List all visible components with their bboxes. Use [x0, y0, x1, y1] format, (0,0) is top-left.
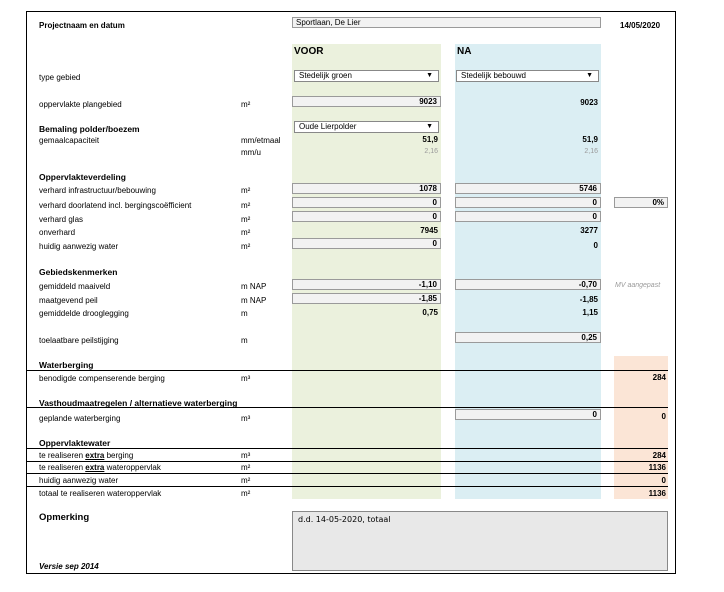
doorlatend-percentage-input[interactable]: 0%	[614, 197, 668, 208]
waterberging-title: Waterberging	[39, 360, 94, 370]
extra-berging-pre: te realiseren	[39, 451, 86, 460]
gebiedskenmerken-title: Gebiedskenmerken	[39, 267, 118, 277]
extra-berging-unit: m³	[241, 451, 251, 460]
oppervlakte-voor-input[interactable]: 9023	[292, 96, 441, 107]
huidig-aanwezig-water-label: huidig aanwezig water	[39, 476, 119, 485]
oppervlakte-label: oppervlakte plangebied	[39, 100, 122, 109]
doorlatend-label: verhard doorlatend incl. bergingscoëfficient	[39, 201, 192, 210]
extra-wateropp-value: 1136	[648, 463, 666, 472]
voor-column-band	[292, 44, 441, 499]
opmerking-label: Opmerking	[39, 512, 90, 523]
peil-unit: m NAP	[241, 296, 267, 305]
voor-header: VOOR	[294, 46, 324, 57]
version-label: Versie sep 2014	[39, 562, 99, 571]
drooglegging-unit: m	[241, 309, 248, 318]
project-date: 14/05/2020	[620, 21, 661, 30]
onverhard-voor-value: 7945	[420, 226, 438, 235]
onverhard-na-value: 3277	[580, 226, 598, 235]
opmerking-textarea[interactable]: d.d. 14-05-2020, totaal	[292, 511, 668, 571]
totaal-wateropp-value: 1136	[648, 489, 666, 498]
oppervlakteverdeling-title: Oppervlakteverdeling	[39, 172, 126, 182]
onverhard-label: onverhard	[39, 228, 76, 237]
huidig-aanwezig-water-unit: m²	[241, 476, 251, 485]
extra-wateropp-post: wateroppervlak	[104, 463, 161, 472]
gemaalcapaciteit-label: gemaalcapaciteit	[39, 136, 100, 145]
geplande-waterberging-value: 0	[661, 412, 666, 421]
drooglegging-na-value: 1,15	[582, 308, 598, 317]
peilstijging-unit: m	[241, 336, 248, 345]
na-column-band	[455, 44, 601, 499]
bemaling-voor-select[interactable]	[294, 121, 439, 133]
divider-line	[26, 486, 668, 487]
type-gebied-label: type gebied	[39, 73, 81, 82]
infra-na-input[interactable]: 5746	[455, 183, 601, 194]
bemaling-voor-value: Oude Lierpolder	[299, 122, 357, 131]
geplande-waterberging-na-input[interactable]: 0	[455, 409, 601, 420]
huidig-aanwezig-water-value: 0	[661, 476, 666, 485]
extra-wateropp-unit: m²	[241, 463, 251, 472]
peilstijging-label: toelaatbare peilstijging	[39, 336, 119, 345]
extra-berging-label	[39, 451, 133, 460]
divider-line	[26, 473, 668, 474]
doorlatend-na-input[interactable]: 0	[455, 197, 601, 208]
type-gebied-na-select[interactable]	[456, 70, 599, 82]
compenserende-berging-unit: m³	[241, 374, 251, 383]
extra-berging-emphasis: extra	[85, 451, 105, 460]
oppervlakte-na-value: 9023	[580, 98, 598, 107]
glas-na-input[interactable]: 0	[455, 211, 601, 222]
extra-wateropp-pre: te realiseren	[39, 463, 86, 472]
onverhard-unit: m²	[241, 228, 251, 237]
divider-line	[26, 407, 668, 408]
dropdown-arrow-icon: ▼	[586, 72, 593, 79]
glas-voor-input[interactable]: 0	[292, 211, 441, 222]
oppervlaktewater-title: Oppervlaktewater	[39, 438, 111, 448]
geplande-waterberging-label: geplande waterberging	[39, 414, 121, 423]
gemaal-voor-etmaal: 51,9	[422, 135, 438, 144]
gemaal-na-etmaal: 51,9	[582, 135, 598, 144]
divider-line	[26, 448, 668, 449]
project-name-input[interactable]: Sportlaan, De Lier	[292, 17, 601, 28]
project-label: Projectnaam en datum	[39, 21, 125, 30]
mv-aangepast-note: MV aangepast	[615, 282, 661, 289]
na-header: NA	[457, 46, 472, 57]
gemaalcapaciteit-unit-uur: mm/u	[241, 148, 261, 157]
dropdown-arrow-icon: ▼	[426, 72, 433, 79]
totaal-wateropp-label: totaal te realiseren wateroppervlak	[39, 489, 162, 498]
gemaal-voor-uur: 2,16	[424, 148, 438, 155]
vasthoud-title: Vasthoudmaatregelen / alternatieve waterberging	[39, 398, 238, 408]
glas-unit: m²	[241, 215, 251, 224]
compenserende-berging-value: 284	[652, 373, 666, 382]
huidig-water-label: huidig aanwezig water	[39, 242, 119, 251]
maaiveld-label: gemiddeld maaiveld	[39, 282, 111, 291]
divider-line	[26, 370, 668, 371]
huidig-water-na-value: 0	[593, 241, 598, 250]
extra-wateropp-emphasis: extra	[85, 463, 105, 472]
peil-voor-input[interactable]: -1,85	[292, 293, 441, 304]
huidig-water-voor-input[interactable]: 0	[292, 238, 441, 249]
drooglegging-voor-value: 0,75	[422, 308, 438, 317]
geplande-waterberging-unit: m³	[241, 414, 251, 423]
peil-na-value: -1,85	[579, 295, 598, 304]
doorlatend-unit: m²	[241, 201, 251, 210]
extra-wateropp-label	[39, 463, 161, 472]
maaiveld-unit: m NAP	[241, 282, 267, 291]
drooglegging-label: gemiddelde drooglegging	[39, 309, 129, 318]
maaiveld-na-input[interactable]: -0,70	[455, 279, 601, 290]
divider-line	[26, 461, 668, 462]
huidig-water-unit: m²	[241, 242, 251, 251]
maaiveld-voor-input[interactable]: -1,10	[292, 279, 441, 290]
type-gebied-voor-value: Stedelijk groen	[299, 71, 352, 80]
peil-label: maatgevend peil	[39, 296, 98, 305]
gemaal-na-uur: 2,16	[584, 148, 598, 155]
compenserende-berging-label: benodigde compenserende berging	[39, 374, 165, 383]
infra-unit: m²	[241, 186, 251, 195]
peilstijging-na-input[interactable]: 0,25	[455, 332, 601, 343]
bemaling-label: Bemaling polder/boezem	[39, 124, 140, 134]
oppervlakte-unit: m²	[241, 100, 251, 109]
glas-label: verhard glas	[39, 215, 84, 224]
gemaalcapaciteit-unit-etmaal: mm/etmaal	[241, 136, 281, 145]
doorlatend-voor-input[interactable]: 0	[292, 197, 441, 208]
dropdown-arrow-icon: ▼	[426, 123, 433, 130]
extra-berging-post: berging	[104, 451, 134, 460]
type-gebied-voor-select[interactable]	[294, 70, 439, 82]
infra-label: verhard infrastructuur/bebouwing	[39, 186, 156, 195]
infra-voor-input[interactable]: 1078	[292, 183, 441, 194]
type-gebied-na-value: Stedelijk bebouwd	[461, 71, 526, 80]
extra-berging-value: 284	[652, 451, 666, 460]
totaal-wateropp-unit: m²	[241, 489, 251, 498]
